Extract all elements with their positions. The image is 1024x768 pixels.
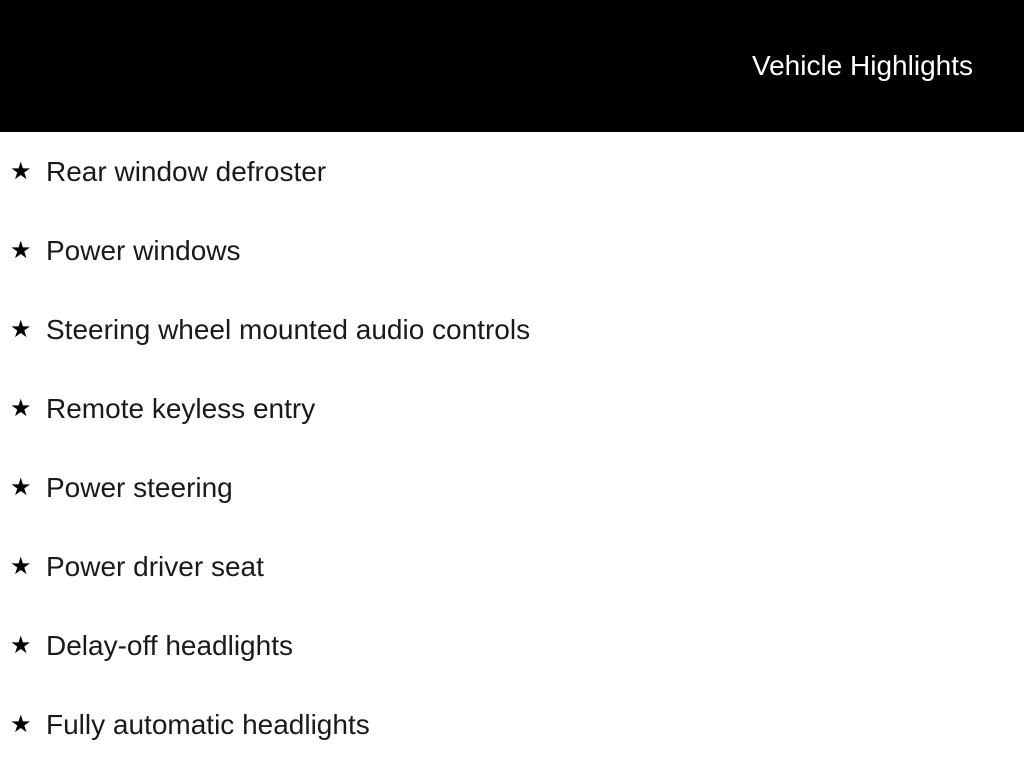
star-icon: ★	[10, 315, 32, 343]
feature-label: Steering wheel mounted audio controls	[46, 313, 531, 345]
feature-list	[0, 132, 1024, 764]
feature-label: Power driver seat	[46, 550, 264, 582]
page-title: Vehicle Highlights	[751, 50, 973, 81]
feature-label: Power windows	[46, 234, 241, 266]
list-item	[0, 606, 1024, 685]
feature-label: Delay-off headlights	[46, 629, 293, 661]
star-icon: ★	[10, 473, 32, 501]
list-item	[0, 211, 1024, 290]
list-item	[0, 132, 1024, 211]
list-item	[0, 448, 1024, 527]
feature-label: Rear window defroster	[46, 155, 327, 187]
list-item	[0, 685, 1024, 764]
star-icon: ★	[10, 631, 32, 659]
feature-label: Power steering	[46, 471, 233, 503]
feature-label: Remote keyless entry	[46, 392, 316, 424]
star-icon: ★	[10, 236, 32, 264]
list-item	[0, 369, 1024, 448]
feature-label: Fully automatic headlights	[46, 708, 370, 740]
star-icon: ★	[10, 157, 32, 185]
star-icon: ★	[10, 552, 32, 580]
header-bar	[0, 0, 1024, 132]
list-item	[0, 527, 1024, 606]
list-item	[0, 290, 1024, 369]
star-icon: ★	[10, 394, 32, 422]
star-icon: ★	[10, 710, 32, 738]
